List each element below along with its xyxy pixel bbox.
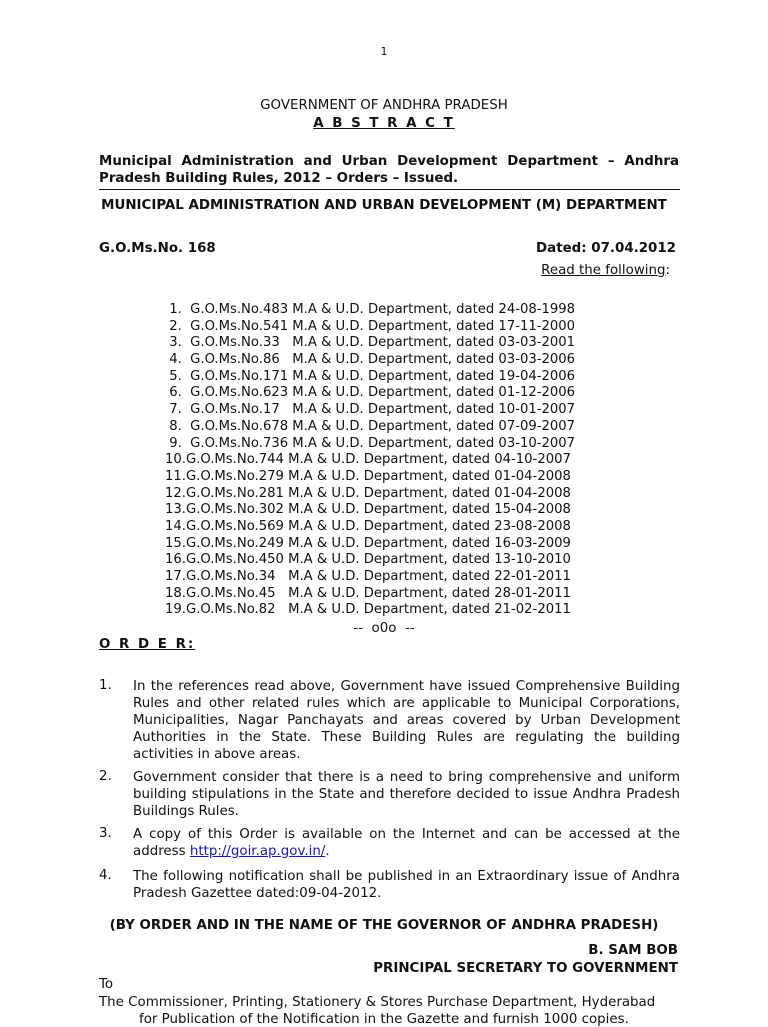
- paragraph-text: The following notification shall be published in an Extraordinary issue of Andhra Pradesh Gazettee dated:09-04-2012.: [133, 869, 680, 901]
- reference-item: 3. G.O.Ms.No.33 M.A & U.D. Department, dated 03-03-2001: [165, 335, 576, 351]
- reference-item: 12.G.O.Ms.No.281 M.A & U.D. Department, dated 01-04-2008: [165, 485, 571, 501]
- paragraph-text-after-link: .: [325, 844, 330, 859]
- reference-item: 10.G.O.Ms.No.744 M.A & U.D. Department, dated 04-10-2007: [165, 452, 571, 468]
- reference-item: 14.G.O.Ms.No.569 M.A & U.D. Department, dated 23-08-2008: [165, 518, 571, 534]
- order-paragraph-3: [99, 826, 680, 860]
- reference-item: 4. G.O.Ms.No.86 M.A & U.D. Department, dated 03-03-2006: [165, 352, 576, 368]
- reference-item: 6. G.O.Ms.No.623 M.A & U.D. Department, dated 01-12-2006: [165, 385, 576, 401]
- reference-item: 5. G.O.Ms.No.171 M.A & U.D. Department, dated 19-04-2006: [165, 368, 576, 384]
- reference-item: 8. G.O.Ms.No.678 M.A & U.D. Department, dated 07-09-2007: [165, 418, 576, 434]
- reference-item: 7. G.O.Ms.No.17 M.A & U.D. Department, dated 10-01-2007: [165, 402, 576, 418]
- reference-item: 15.G.O.Ms.No.249 M.A & U.D. Department, dated 16-03-2009: [165, 535, 571, 551]
- paragraph-number: 3.: [99, 826, 112, 841]
- reference-item: 17.G.O.Ms.No.34 M.A & U.D. Department, dated 22-01-2011: [165, 569, 571, 584]
- goir-website-link[interactable]: http://goir.ap.gov.in/: [189, 844, 326, 859]
- reference-item: 18.G.O.Ms.No.45 M.A & U.D. Department, dated 28-01-2011: [165, 585, 571, 601]
- subject-divider: [99, 189, 680, 190]
- paragraph-number: 2.: [99, 769, 112, 784]
- paragraph-number: 1.: [99, 678, 112, 693]
- reference-item: 11.G.O.Ms.No.279 M.A & U.D. Department, dated 01-04-2008: [165, 468, 571, 484]
- to-label: To: [99, 977, 114, 992]
- section-separator: -- o0o --: [353, 621, 415, 636]
- government-title: GOVERNMENT OF ANDHRA PRADESH: [260, 98, 508, 113]
- go-number: G.O.Ms.No. 168: [99, 241, 216, 256]
- order-heading: O R D E R:: [99, 637, 196, 652]
- paragraph-text: [133, 826, 680, 860]
- paragraph-text: Government consider that there is a need to bring comprehensive and uniform building stipulations in the State and therefore decided to issue Andhra Pradesh Buildings Rules.: [133, 770, 680, 819]
- read-following-label: [541, 263, 670, 278]
- order-paragraph-1: [99, 678, 680, 763]
- order-paragraph-2: [99, 769, 680, 820]
- subject-line: Municipal Administration and Urban Development Department – Andhra Pradesh Building Rules, 2012 – Orders – Issued.: [99, 154, 679, 186]
- paragraph-text-before-link: A copy of this Order is available on the Internet and can be accessed at the address: [133, 827, 680, 859]
- signatory-designation: PRINCIPAL SECRETARY TO GOVERNMENT: [373, 961, 678, 976]
- abstract-heading: A B S T R A C T: [313, 116, 455, 131]
- reference-item: 2. G.O.Ms.No.541 M.A & U.D. Department, dated 17-11-2000: [165, 318, 576, 334]
- page-number: 1: [380, 45, 388, 58]
- by-order-line: (BY ORDER AND IN THE NAME OF THE GOVERNOR OF ANDHRA PRADESH): [109, 918, 659, 933]
- department-heading: MUNICIPAL ADMINISTRATION AND URBAN DEVELOPMENT (M) DEPARTMENT: [101, 198, 667, 213]
- reference-list: [165, 302, 575, 619]
- reference-item: 19.G.O.Ms.No.82 M.A & U.D. Department, dated 21-02-2011: [165, 602, 571, 618]
- read-following-text: Read the following: [541, 263, 666, 278]
- reference-item: 16.G.O.Ms.No.450 M.A & U.D. Department, dated 13-10-2010: [165, 552, 571, 568]
- reference-item: 13.G.O.Ms.No.302 M.A & U.D. Department, dated 15-04-2008: [165, 502, 571, 518]
- recipient-line: The Commissioner, Printing, Stationery & Stores Purchase Department, Hyderabad: [99, 995, 656, 1010]
- paragraph-text: In the references read above, Government have issued Comprehensive Building Rules and other related rules which are applicable to Municipal Corporations, Municipalities, Nagar Panchayats and areas covered by Urban Development Authorities in the State. These Building Rules are regulating the building activities in above areas.: [133, 679, 680, 762]
- recipient-note: for Publication of the Notification in the Gazette and furnish 1000 copies.: [139, 1012, 629, 1027]
- signatory-name: B. SAM BOB: [588, 943, 678, 958]
- order-paragraph-4: [99, 868, 680, 902]
- go-date: Dated: 07.04.2012: [536, 241, 676, 256]
- read-following-colon: :: [665, 263, 670, 278]
- reference-item: 9. G.O.Ms.No.736 M.A & U.D. Department, dated 03-10-2007: [165, 435, 576, 451]
- reference-item: 1. G.O.Ms.No.483 M.A & U.D. Department, dated 24-08-1998: [165, 302, 576, 317]
- paragraph-number: 4.: [99, 868, 112, 883]
